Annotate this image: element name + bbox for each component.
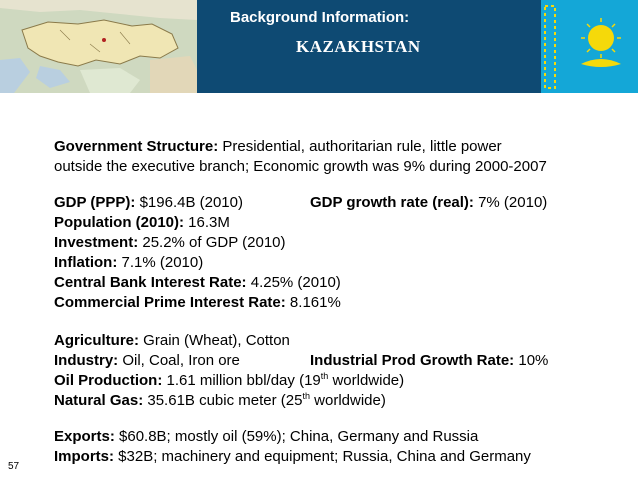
gdp-growth-label: GDP growth rate (real): [310,194,474,211]
prime-rate-label: Commercial Prime Interest Rate: [54,294,286,311]
oil-label: Oil Production: [54,372,163,389]
population-value: 16.3M [184,214,230,231]
gas-ordinal-suffix: th [302,391,310,401]
population-line [54,213,230,234]
central-bank-label: Central Bank Interest Rate: [54,274,247,291]
gas-label: Natural Gas: [54,392,144,409]
industry-value: Oil, Coal, Iron ore [118,352,240,369]
industrial-growth-line [310,351,548,372]
oil-value-post: worldwide) [328,372,405,389]
industry-label: Industry: [54,352,119,369]
government-line-1 [54,137,502,158]
gdp-label: GDP (PPP): [54,194,136,211]
exports-line [54,427,478,448]
government-text-1: Presidential, authoritarian rule, little power [218,138,502,155]
imports-value: $32B; machinery and equipment; Russia, China and Germany [114,448,531,465]
industrial-growth-value: 10% [514,352,549,369]
prime-rate-line [54,293,341,314]
agriculture-label: Agriculture: [54,332,140,349]
imports-line [54,447,531,468]
gdp-line [54,193,243,214]
government-line-2 [54,157,547,178]
gas-line [54,391,386,412]
gas-value-pre: 35.61B cubic meter (25 [143,392,303,409]
industry-line [54,351,240,372]
gdp-growth-value: 7% (2010) [473,194,548,211]
exports-value: $60.8B; mostly oil (59%); China, Germany and Russia [114,428,479,445]
oil-ordinal-suffix: th [320,371,329,381]
header-label: Background Information: [230,9,410,26]
oil-line [54,371,404,392]
gas-value-post: worldwide) [309,392,386,409]
oil-value-pre: 1.61 million bbl/day (19 [162,372,321,389]
inflation-value: 7.1% (2010) [117,254,204,271]
government-text-2: outside the executive branch; Economic growth was 9% during 2000-2007 [54,158,547,175]
kazakhstan-map-image [0,0,197,93]
investment-value: 25.2% of GDP (2010) [138,234,286,251]
gdp-value: $196.4B (2010) [135,194,243,211]
central-bank-line [54,273,341,294]
header-banner [0,0,638,93]
prime-rate-value: 8.161% [285,294,341,311]
gdp-growth-line [310,193,547,214]
population-label: Population (2010): [54,214,185,231]
imports-label: Imports: [54,448,114,465]
kazakhstan-flag-image [541,0,638,93]
central-bank-value: 4.25% (2010) [246,274,341,291]
government-label: Government Structure: [54,138,219,155]
agriculture-value: Grain (Wheat), Cotton [139,332,290,349]
agriculture-line [54,331,290,352]
industrial-growth-label: Industrial Prod Growth Rate: [310,352,515,369]
flag-graphic [541,0,638,93]
inflation-line [54,253,203,274]
investment-line [54,233,286,254]
page-title: KAZAKHSTAN [296,37,421,56]
investment-label: Investment: [54,234,139,251]
inflation-label: Inflation: [54,254,118,271]
map-graphic [0,0,197,93]
exports-label: Exports: [54,428,115,445]
page-number: 57 [8,461,20,472]
